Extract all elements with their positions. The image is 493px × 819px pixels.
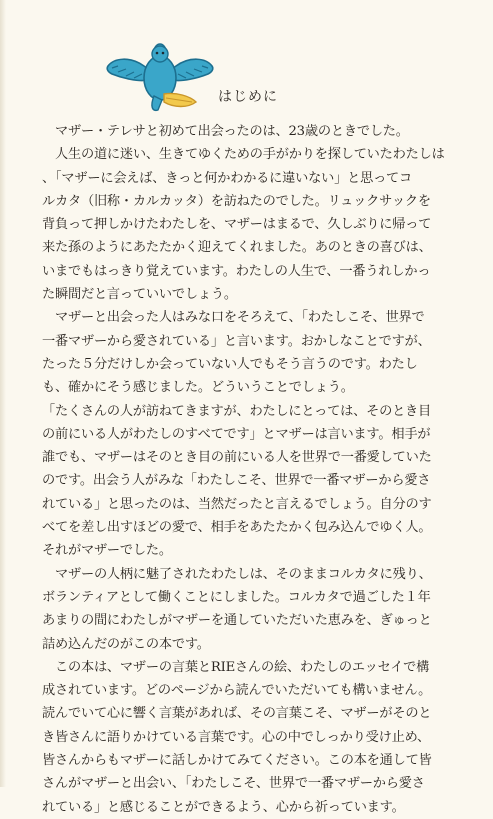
text-line: た瞬間だと言っていいでしょう。 (42, 287, 237, 303)
page-binding-shadow (0, 0, 6, 787)
text-line: あまりの間にわたしがマザーを通していただいた恵みを、ぎゅっと (42, 613, 432, 629)
text-line: 皆さんからもマザーに話しかけてみてください。この本を通して皆 (42, 753, 432, 769)
text-line: 詰め込んだのがこの本です。 (42, 636, 210, 652)
body-text (42, 120, 464, 819)
text-line: 背負って押しかけたわたしを、マザーはまるで、久しぶりに帰って (42, 217, 432, 233)
page-title: はじめに (218, 89, 278, 105)
text-line: の前にいる人がわたしのすべてです」とマザーは言います。相手が (42, 426, 431, 442)
text-line: それがマザーでした。 (42, 543, 172, 559)
text-line: 読んでいて心に響く言葉があれば、その言葉こそ、マザーがそのと (42, 706, 432, 722)
text-line: 「たくさんの人が訪ねてきますが、わたしにとっては、そのとき目 (42, 403, 432, 419)
text-line: き皆さんに語りかけている言葉です。心の中でしっかり受け止め、 (42, 729, 431, 745)
text-line: マザー・テレサと初めて出会ったのは、23歳のときでした。 (42, 124, 409, 139)
text-line: ルカタ（旧称・カルカッタ）を訪ねたのでした。リュックサックを (42, 193, 431, 209)
bluebird-icon (104, 36, 216, 114)
text-line: べてを差し出すほどの愛で、相手をあたたかく包み込んでゆく人。 (42, 520, 432, 536)
text-line: マザーの人柄に魅了されたわたしは、そのままコルカタに残り、 (42, 566, 432, 582)
text-line: 一番マザーから愛されている」と言います。おかしなことですが、 (42, 333, 431, 349)
text-line: 来た孫のようにあたたかく迎えてくれました。あのときの喜びは、 (42, 240, 432, 256)
text-line: も、確かにそう感じました。どういうことでしょう。 (42, 380, 354, 396)
text-line: 成されています。どのページから読んでいただいても構いません。 (42, 683, 432, 699)
text-line: ボランティアとして働くことにしました。コルカタで過ごした１年 (42, 589, 431, 605)
text-line: 人生の道に迷い、生きてゆくための手がかりを探していたわたしは (42, 147, 445, 163)
text-line: いまでもはっきり覚えています。わたしの人生で、一番うれしかっ (42, 263, 431, 279)
text-line: れている」と感じることができるよう、心から祈っています。 (42, 799, 405, 815)
text-line: 、「マザーに会えば、きっと何かわかるに違いない」と思ってコ (42, 170, 413, 186)
text-line: さんがマザーと出会い、「わたしこそ、世界で一番マザーから愛さ (42, 776, 425, 792)
text-line: マザーと出会った人はみな口をそろえて、「わたしこそ、世界で (42, 310, 425, 326)
text-line: れている」と思ったのは、当然だったと言えるでしょう。自分のす (42, 496, 432, 512)
text-line: のです。出会う人がみな「わたしこそ、世界で一番マザーから愛さ (42, 473, 431, 489)
text-line: この本は、マザーの言葉とRIEさんの絵、わたしのエッセイで構 (42, 659, 430, 675)
text-line: 誰でも、マザーはそのとき目の前にいる人を世界で一番愛していた (42, 450, 432, 466)
text-line: たった５分だけしか会っていない人でもそう言うのです。わたし (42, 356, 418, 372)
